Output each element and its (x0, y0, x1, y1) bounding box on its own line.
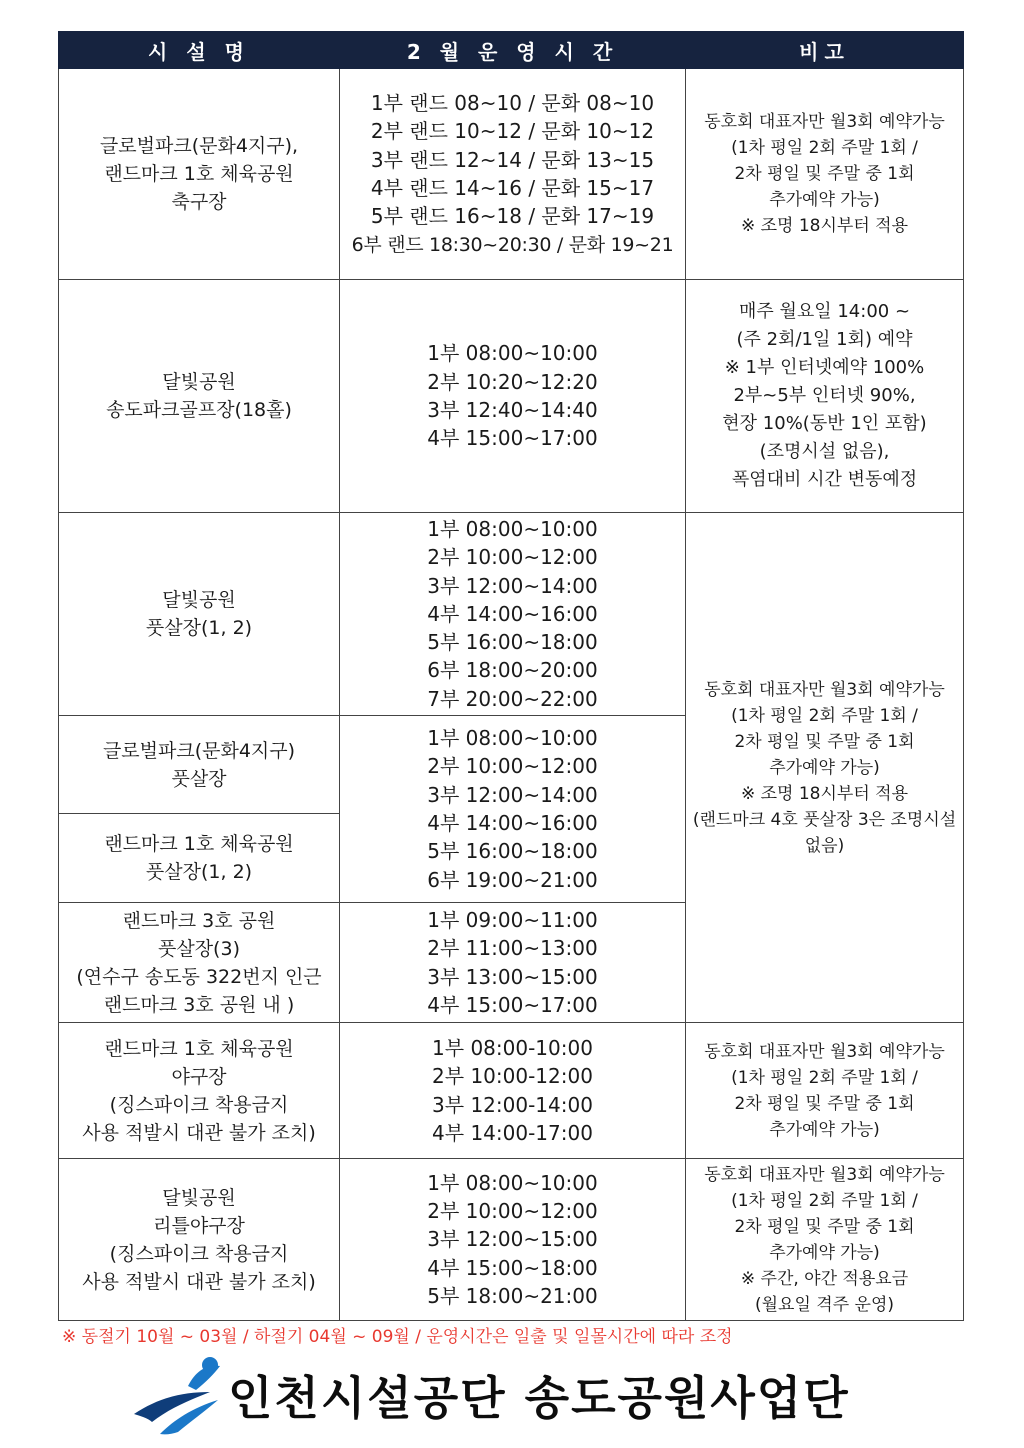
notes-cell (686, 280, 964, 513)
note-line: 폭염대비 시간 변동예정 (731, 469, 918, 490)
note-line: 2차 평일 및 주말 중 1회 (734, 1093, 915, 1114)
note-line: ※ 조명 18시부터 적용 (740, 783, 909, 804)
note-line: (1차 평일 2회 주말 1회 / (731, 705, 918, 726)
time-slot: 3부 랜드 12~14 / 문화 13~15 (370, 147, 655, 172)
organization-logo (130, 1356, 920, 1436)
hours-cell (340, 513, 686, 716)
time-slot: 2부 10:20~12:20 (427, 369, 598, 394)
note-line: 추가예약 가능) (769, 190, 880, 210)
table-row (59, 69, 964, 280)
note-line: 2차 평일 및 주말 중 1회 (734, 731, 915, 752)
time-slot: 2부 11:00~13:00 (427, 936, 598, 961)
facility-cell (59, 513, 340, 716)
time-slot: 2부 랜드 10~12 / 문화 10~12 (370, 119, 655, 144)
facility-line: 랜드마크 3호 공원 (122, 909, 276, 932)
notes-cell (686, 1023, 964, 1159)
note-line: 동호회 대표자만 월3회 예약가능 (704, 1041, 945, 1062)
facility-line: 송도파크골프장(18홀) (106, 399, 292, 421)
note-line: (1차 평일 2회 주말 1회 / (731, 1190, 918, 1211)
time-slot: 5부 16:00~18:00 (427, 839, 598, 864)
table-row (59, 513, 964, 716)
notes-cell (686, 1159, 964, 1321)
facility-line: 랜드마크 1호 체육공원 (104, 1037, 294, 1060)
time-slot: 2부 10:00~12:00 (427, 1199, 598, 1224)
time-slot: 1부 08:00~10:00 (427, 1170, 598, 1195)
note-line: (1차 평일 2회 주말 1회 / (731, 138, 918, 158)
facility-cell (59, 280, 340, 513)
time-slot: 4부 14:00~16:00 (427, 601, 598, 626)
facility-cell (59, 1023, 340, 1159)
time-slot: 3부 13:00~15:00 (427, 964, 598, 989)
facility-line: 랜드마크 1호 체육공원 (104, 833, 294, 855)
facility-line: 달빛공원 (162, 371, 236, 393)
facility-cell (59, 814, 340, 903)
facility-line: 사용 적발시 대관 불가 조치) (82, 1270, 316, 1293)
time-slot: 1부 08:00~10:00 (427, 516, 598, 541)
time-slot: 4부 랜드 14~16 / 문화 15~17 (370, 176, 655, 200)
time-slot: 4부 15:00~17:00 (427, 426, 598, 451)
note-line: 동호회 대표자만 월3회 예약가능 (704, 1164, 945, 1185)
header-facility: 시 설 명 (59, 32, 340, 69)
facility-line: 풋살장(1, 2) (145, 617, 253, 639)
facility-line: 풋살장(1, 2) (145, 861, 253, 883)
facility-cell (59, 903, 340, 1023)
hours-cell (340, 69, 686, 280)
hours-cell (340, 1159, 686, 1321)
time-slot: 3부 12:00~14:00 (427, 573, 598, 598)
time-slot: 6부 랜드 18:30~20:30 / 문화 19~21 (351, 233, 674, 256)
facility-line: (징스파이크 착용금지 (109, 1242, 289, 1265)
time-slot: 5부 랜드 16~18 / 문화 17~19 (370, 204, 655, 229)
time-slot: 4부 14:00-17:00 (432, 1120, 593, 1145)
facility-line: (연수구 송도동 322번지 인근 (76, 965, 322, 988)
note-line: 현장 10%(동반 1인 포함) (722, 413, 927, 434)
time-slot: 5부 16:00~18:00 (427, 630, 598, 655)
header-row (59, 32, 964, 69)
header-hours: 2 월 운 영 시 간 (340, 32, 686, 69)
note-line: (조명시설 없음), (759, 441, 890, 462)
note-line: (주 2회/1일 1회) 예약 (736, 329, 913, 350)
hours-cell (340, 280, 686, 513)
note-line: 추가예약 가능) (769, 757, 880, 778)
note-line: 2차 평일 및 주말 중 1회 (734, 164, 915, 184)
season-footnote: ※ 동절기 10월 ~ 03월 / 하절기 04월 ~ 09월 / 운영시간은 일출 및 일몰시간에 따라 조정 (62, 1327, 733, 1347)
note-line: ※ 주간, 야간 적용요금 (740, 1268, 909, 1289)
table-row (59, 280, 964, 513)
facility-line: (징스파이크 착용금지 (109, 1093, 289, 1116)
note-line: 추가예약 가능) (769, 1242, 880, 1263)
facility-cell (59, 716, 340, 814)
time-slot: 3부 12:40~14:40 (427, 398, 598, 422)
schedule-table (58, 31, 964, 1321)
note-line: 2차 평일 및 주말 중 1회 (734, 1216, 915, 1237)
notes-cell (686, 513, 964, 1023)
facility-cell (59, 69, 340, 280)
note-line: (월요일 격주 운영) (754, 1294, 895, 1315)
facility-line: 랜드마크 1호 체육공원 (104, 163, 294, 185)
note-line: 동호회 대표자만 월3회 예약가능 (704, 112, 945, 132)
facility-line: 달빛공원 (162, 589, 236, 611)
time-slot: 1부 랜드 08~10 / 문화 08~10 (370, 91, 655, 116)
time-slot: 2부 10:00~12:00 (427, 754, 598, 779)
facility-line: 사용 적발시 대관 불가 조치) (82, 1121, 316, 1144)
note-line: ※ 조명 18시부터 적용 (740, 216, 909, 236)
note-line: (랜드마크 4호 풋살장 3은 조명시설 없음) (692, 809, 957, 856)
facility-line: 풋살장(3) (158, 937, 240, 960)
time-slot: 1부 08:00~10:00 (427, 726, 598, 751)
time-slot: 3부 12:00-14:00 (432, 1092, 593, 1117)
hours-cell (340, 716, 686, 903)
time-slot: 3부 12:00~14:00 (427, 782, 598, 807)
time-slot: 6부 19:00~21:00 (427, 867, 598, 892)
facility-line: 글로벌파크(문화4지구), (99, 135, 299, 157)
runner-logo-icon (130, 1356, 234, 1436)
table-row (59, 1023, 964, 1159)
hours-cell (340, 1023, 686, 1159)
time-slot: 1부 08:00~10:00 (427, 341, 598, 366)
time-slot: 4부 15:00~18:00 (427, 1255, 598, 1280)
facility-line: 리틀야구장 (153, 1214, 245, 1237)
time-slot: 4부 14:00~16:00 (427, 811, 598, 835)
hours-cell (340, 903, 686, 1023)
note-line: (1차 평일 2회 주말 1회 / (731, 1067, 918, 1088)
note-line: 매주 월요일 14:00 ~ (738, 301, 911, 322)
header-notes: 비고 (686, 32, 964, 69)
facility-line: 풋살장 (171, 767, 227, 790)
time-slot: 7부 20:00~22:00 (427, 686, 598, 711)
facility-line: 랜드마크 3호 공원 내 ) (103, 993, 295, 1016)
facility-line: 야구장 (171, 1065, 227, 1088)
note-line: ※ 1부 인터넷예약 100% (724, 357, 925, 378)
facility-line: 달빛공원 (162, 1186, 236, 1209)
time-slot: 1부 08:00-10:00 (432, 1035, 593, 1060)
facility-cell (59, 1159, 340, 1321)
notes-cell (686, 69, 964, 280)
time-slot: 2부 10:00-12:00 (432, 1064, 593, 1089)
time-slot: 3부 12:00~15:00 (427, 1227, 598, 1252)
time-slot: 5부 18:00~21:00 (427, 1283, 598, 1308)
facility-line: 글로벌파크(문화4지구) (102, 739, 296, 762)
time-slot: 1부 09:00~11:00 (427, 907, 598, 932)
note-line: 2부~5부 인터넷 90%, (733, 385, 916, 406)
note-line: 추가예약 가능) (769, 1119, 880, 1140)
time-slot: 2부 10:00~12:00 (427, 545, 598, 570)
facility-line: 축구장 (171, 191, 227, 213)
table-row (59, 1159, 964, 1321)
time-slot: 4부 15:00~17:00 (427, 992, 598, 1017)
time-slot: 6부 18:00~20:00 (427, 658, 598, 683)
organization-name: 인천시설공단 송도공원사업단 (228, 1371, 850, 1425)
note-line: 동호회 대표자만 월3회 예약가능 (704, 679, 945, 700)
